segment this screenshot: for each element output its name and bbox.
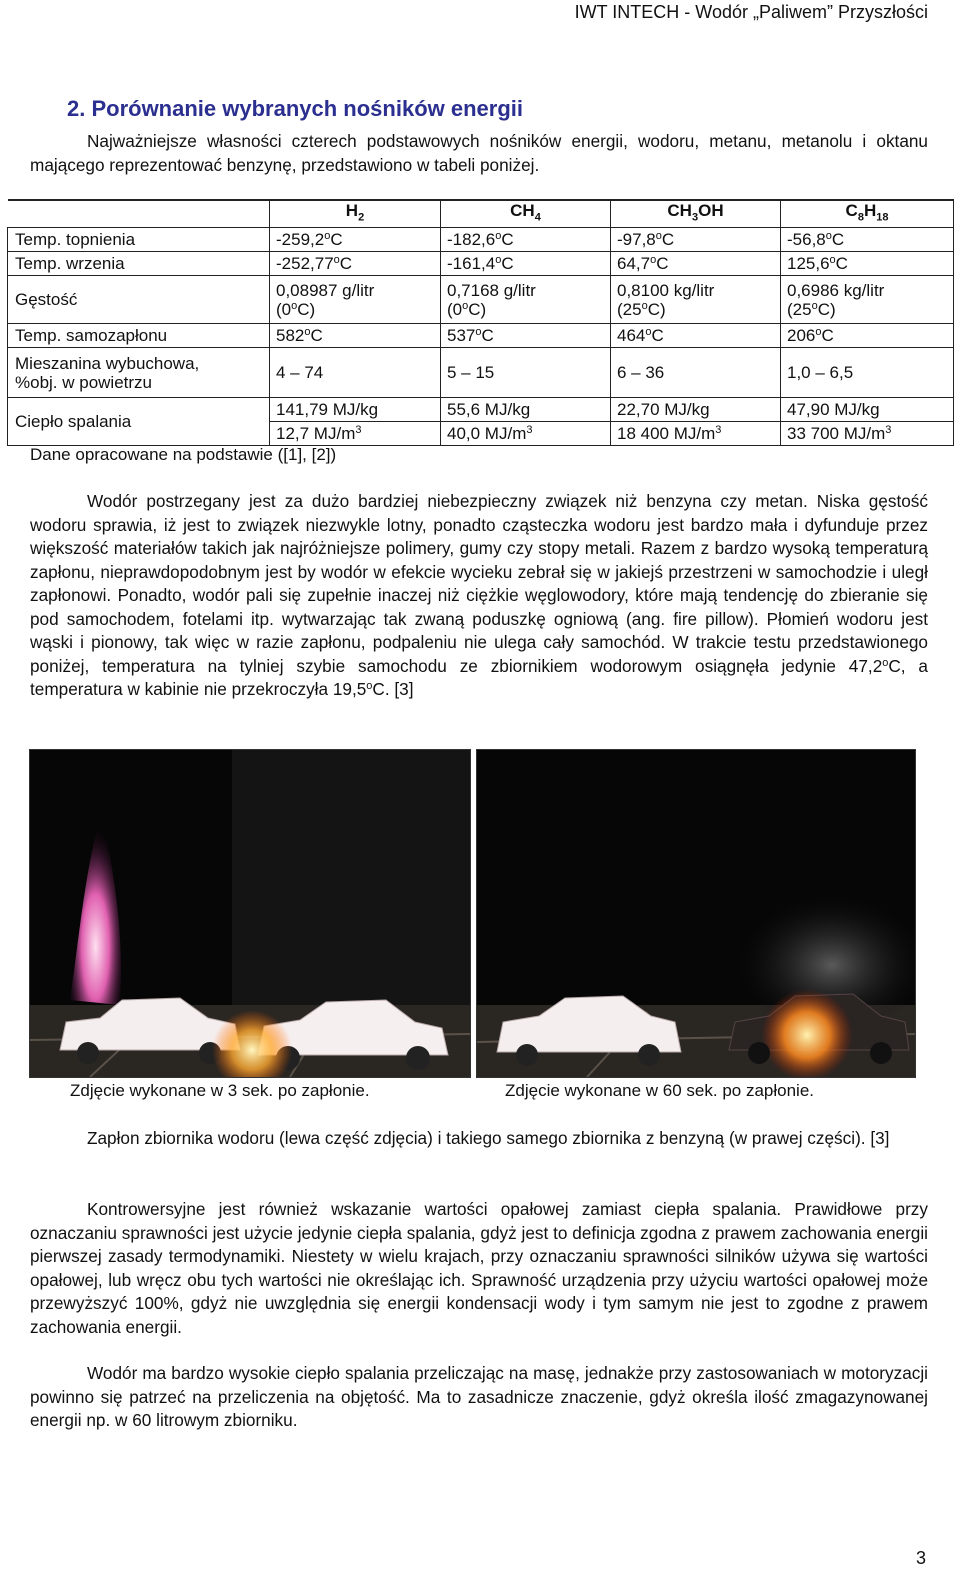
table-corner — [8, 200, 270, 228]
photo-caption-left: Zdjęcie wykonane w 3 sek. po zapłonie. — [70, 1081, 370, 1100]
table-cell: 40,0 $MJ/m^3$ — [441, 422, 611, 446]
page-number: 3 — [915, 1548, 926, 1568]
row-label-autoignition: Temp. samozapłonu — [8, 324, 270, 348]
table-cell: 582$^o$C — [270, 324, 441, 348]
row-label-melting: Temp. topnienia — [8, 228, 270, 252]
intro-rest: metanolu i oktanu mającego reprezentować benzynę, przedstawiono w tabeli poniżej. — [30, 131, 928, 175]
volume-paragraph: Wodór ma bardzo wysokie ciepło spalania przeliczając na masę, jednakże przy zastosowaniach w motoryzacji powinno się patrzeć na przeliczenia na objętość. Ma to zasadnicze znaczenie, gdyż określa ilość zmagazynowanej energii np. w 60 litrowym zbiorniku. — [30, 1363, 928, 1430]
table-cell: 206$^o$C — [781, 324, 954, 348]
table-cell: -161,4$^o$C — [441, 252, 611, 276]
section-title: 2. Porównanie wybranych nośników energii — [67, 96, 523, 121]
running-header: IWT INTECH - Wodór „Paliwem” Przyszłości — [574, 2, 928, 22]
table-cell: 6 – 36 — [611, 348, 781, 398]
table-row — [8, 276, 954, 324]
table-cell: 33 700 $MJ/m^3$ — [781, 422, 954, 446]
table-cell: 22,70 MJ/kg — [611, 398, 781, 422]
table-cell: 125,6$^o$C — [781, 252, 954, 276]
table-row — [8, 348, 954, 398]
row-label-density: Gęstość — [8, 276, 270, 324]
table-cell: 55,6 MJ/kg — [441, 398, 611, 422]
table-cell: 141,79 MJ/kg — [270, 398, 441, 422]
table-row — [8, 228, 954, 252]
photo-3-seconds-drawing — [30, 750, 470, 1077]
table-cell: -56,8$^o$C — [781, 228, 954, 252]
row-label-heat: Ciepło spalania — [8, 398, 270, 446]
table-cell: 12,7 $MJ/m^3$ — [270, 422, 441, 446]
table-cell: 0,7168 g/litr (0$^o$C) — [441, 276, 611, 324]
gasoline-fire — [761, 989, 853, 1077]
column-ch4: $CH_4$ — [441, 200, 611, 228]
table-cell: -182,6$^o$C — [441, 228, 611, 252]
properties-table — [7, 199, 954, 446]
photo-3-seconds — [29, 749, 471, 1078]
intro-paragraph — [30, 130, 928, 177]
table-cell: 18 400 $MJ/m^3$ — [611, 422, 781, 446]
column-h2: $H_2$ — [270, 200, 441, 228]
hydrogen-safety-paragraph: Wodór postrzegany jest za dużo bardziej niebezpieczny związek niż benzyna czy metan. Niska gęstość wodoru sprawia, iż jest to związek niezwykle lotny, ponadto cząsteczka wodoru jest bardzo mała i dyfunduje przez większość materiałów takich jak najróżniejsze polimery, gumy czy stopy metali. Razem z bardzo wysoką temperaturą zapłonu, nieprawdopodobnym jest by wodór w efekcie wycieku zebrał się w jakiejś przestrzeni w samochodzie i uległ zapłonowi. Ponadto, wodór pali się zupełnie inaczej niż ciężkie węglowodory, które mają tendencję do zbieranie się pod samochodem, fotelami itp. wytwarzając tak zwaną poduszkę ogniową (ang. fire pillow). Płomień wodoru jest wąski i pionowy, tak więc w razie zapłonu, podpaleniu nie ulega cały samochód. W trakcie testu przedstawionego poniżej, temperatura na tylniej szybie samochodu ze zbiornikiem wodorowym osiągnęła jedynie 47,2$^o$C, a temperatura w kabinie nie przekroczyła 19,5$^o$C. [3] — [30, 491, 928, 699]
row-label-boiling: Temp. wrzenia — [8, 252, 270, 276]
heating-value-paragraph: Kontrowersyjne jest również wskazanie wartości opałowej zamiast ciepła spalania. Prawidłowe przy oznaczaniu sprawności jest użycie jedynie ciepła spalania, gdyż jest to definicja zgodna z prawem zachowania energii pierwszej zasady termodynamiki. Niestety w wielu krajach, przy oznaczaniu sprawności silników używa się wartości opałowej, lub wręcz obu tych wartości nie określając ich. Sprawność urządzenia przy użyciu wartości opałowej może przewyższyć 100%, gdyż nie uwzględnia się energii kondensacji wody i tym samym nie jest to zgodne z prawem zachowania energii. — [30, 1199, 928, 1337]
table-cell: 5 – 15 — [441, 348, 611, 398]
table-cell: -259,2$^o$C — [270, 228, 441, 252]
column-c8h18: $C_8H_{18}$ — [781, 200, 954, 228]
photo-60-seconds-drawing — [477, 750, 915, 1077]
table-cell: -97,8$^o$C — [611, 228, 781, 252]
table-row — [8, 324, 954, 348]
table-cell: 4 – 74 — [270, 348, 441, 398]
table-header-row — [8, 200, 954, 228]
table-cell: 47,90 MJ/kg — [781, 398, 954, 422]
row-label-explosive: Mieszanina wybuchowa, %obj. w powietrzu — [8, 348, 270, 398]
table-cell: 1,0 – 6,5 — [781, 348, 954, 398]
photo-caption-right: Zdjęcie wykonane w 60 sek. po zapłonie. — [505, 1081, 815, 1100]
intro-lead: Najważniejsze własności czterech podstawowych nośników energii, wodoru, metanu, — [87, 131, 772, 151]
table-source-note: Dane opracowane na podstawie ([1], [2]) — [30, 445, 337, 464]
table-cell: 0,6986 kg/litr (25$^o$C) — [781, 276, 954, 324]
table-cell: 537$^o$C — [441, 324, 611, 348]
table-cell: -252,77$^o$C — [270, 252, 441, 276]
photo-60-seconds — [476, 749, 916, 1078]
table-row — [8, 398, 954, 422]
column-ch3oh: $CH_3OH$ — [611, 200, 781, 228]
table-cell: 0,08987 g/litr (0$^o$C) — [270, 276, 441, 324]
table-row — [8, 252, 954, 276]
table-cell: 64,7$^o$C — [611, 252, 781, 276]
figure-caption: Zapłon zbiornika wodoru (lewa część zdjęcia) i takiego samego zbiornika z benzyną (w prawej części). [3] — [87, 1128, 890, 1148]
table-cell: 0,8100 kg/litr (25$^o$C) — [611, 276, 781, 324]
table-cell: 464$^o$C — [611, 324, 781, 348]
